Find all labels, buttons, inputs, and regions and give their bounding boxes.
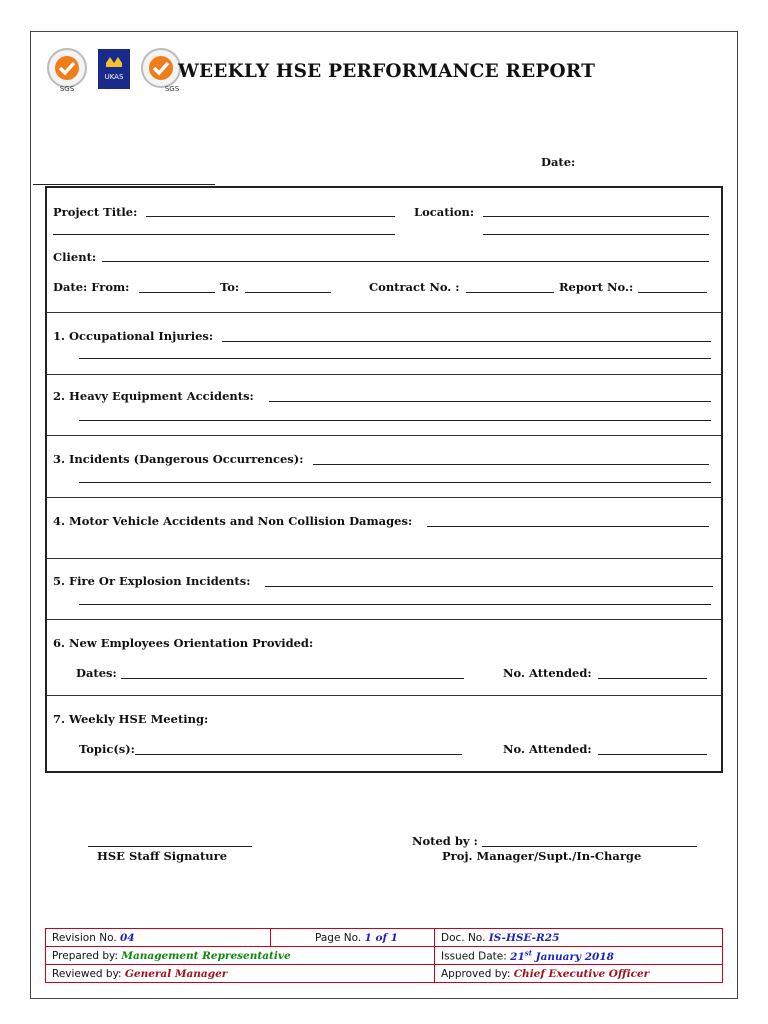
- attended-label: No. Attended:: [503, 742, 592, 756]
- page-title: WEEKLY HSE PERFORMANCE REPORT: [178, 61, 596, 82]
- report-no-field[interactable]: [638, 292, 707, 293]
- revision-cell: Revision No. 04: [46, 929, 271, 947]
- project-title-field-line2[interactable]: [53, 234, 395, 235]
- project-title-field[interactable]: [146, 216, 395, 217]
- client-label: Client:: [53, 250, 97, 264]
- client-field[interactable]: [102, 261, 709, 262]
- prepared-cell: Prepared by: Management Representative: [46, 947, 435, 965]
- date-to-field[interactable]: [245, 292, 331, 293]
- issued-cell: Issued Date: 21st January 2018: [435, 947, 723, 965]
- attended-label: No. Attended:: [503, 666, 592, 680]
- item-label: 1. Occupational Injuries:: [53, 329, 214, 343]
- item-field-line2[interactable]: [79, 604, 711, 605]
- item-field[interactable]: [222, 341, 711, 342]
- location-field-line2[interactable]: [483, 234, 709, 235]
- reviewed-value: General Manager: [124, 967, 228, 980]
- section-motor-vehicle: [47, 497, 721, 558]
- section-orientation: [47, 619, 721, 695]
- item-field-line2[interactable]: [79, 358, 711, 359]
- dates-label: Dates:: [76, 666, 117, 680]
- item-label: 5. Fire Or Explosion Incidents:: [53, 574, 251, 588]
- location-label: Location:: [414, 205, 475, 219]
- revision-value: 04: [120, 931, 135, 944]
- issued-value: 21st January 2018: [510, 948, 614, 963]
- doc-value: IS-HSE-R25: [488, 931, 560, 944]
- certification-logos: [44, 47, 184, 95]
- date-underline: [33, 184, 215, 185]
- contract-no-label: Contract No. :: [369, 280, 460, 294]
- item-field[interactable]: [313, 464, 709, 465]
- section-occupational-injuries: [47, 312, 721, 374]
- staff-signature-label: HSE Staff Signature: [97, 849, 228, 863]
- topics-field[interactable]: [135, 754, 462, 755]
- svg-text:SGS: SGS: [164, 85, 180, 93]
- page-cell: Page No. 1 of 1: [271, 929, 435, 947]
- location-field[interactable]: [483, 216, 709, 217]
- staff-signature-line[interactable]: [88, 846, 252, 847]
- attended-field[interactable]: [598, 678, 707, 679]
- date-from-field[interactable]: [139, 292, 215, 293]
- project-title-label: Project Title:: [53, 205, 138, 219]
- section-incidents: [47, 435, 721, 497]
- item-label: 6. New Employees Orientation Provided:: [53, 636, 314, 650]
- svg-text:UKAS: UKAS: [104, 73, 124, 81]
- item-field[interactable]: [269, 401, 711, 402]
- attended-field[interactable]: [598, 754, 707, 755]
- section-heavy-equipment: [47, 374, 721, 435]
- item-label: 4. Motor Vehicle Accidents and Non Collision Damages:: [53, 514, 413, 528]
- date-label: Date:: [541, 155, 576, 169]
- dates-field[interactable]: [121, 678, 464, 679]
- section-weekly-meeting: [47, 695, 721, 773]
- item-label: 2. Heavy Equipment Accidents:: [53, 389, 254, 403]
- ukas-crown-logo-icon: [94, 47, 134, 93]
- report-no-label: Report No.:: [559, 280, 634, 294]
- item-field[interactable]: [265, 586, 713, 587]
- svg-text:SGS: SGS: [59, 85, 75, 93]
- doc-cell: Doc. No. IS-HSE-R25: [435, 929, 723, 947]
- date-from-label: Date: From:: [53, 280, 130, 294]
- page-value: 1 of 1: [364, 931, 398, 944]
- document-control-table: [45, 928, 723, 983]
- item-field-line2[interactable]: [79, 420, 711, 421]
- contract-no-field[interactable]: [466, 292, 554, 293]
- reviewed-cell: Reviewed by: General Manager: [46, 965, 435, 983]
- report-form: [45, 186, 723, 773]
- item-field-line2[interactable]: [79, 482, 711, 483]
- item-label: 7. Weekly HSE Meeting:: [53, 712, 209, 726]
- topics-label: Topic(s):: [79, 742, 135, 756]
- section-fire-explosion: [47, 558, 721, 619]
- item-field[interactable]: [427, 526, 709, 527]
- sgs-certification-logo-icon: [44, 47, 90, 93]
- approved-cell: Approved by: Chief Executive Officer: [435, 965, 723, 983]
- noted-by-line[interactable]: [482, 846, 697, 847]
- manager-label: Proj. Manager/Supt./In-Charge: [442, 849, 642, 863]
- noted-by-label: Noted by :: [412, 834, 478, 848]
- prepared-value: Management Representative: [121, 949, 291, 962]
- item-label: 3. Incidents (Dangerous Occurrences):: [53, 452, 304, 466]
- approved-value: Chief Executive Officer: [513, 967, 650, 980]
- date-to-label: To:: [220, 280, 240, 294]
